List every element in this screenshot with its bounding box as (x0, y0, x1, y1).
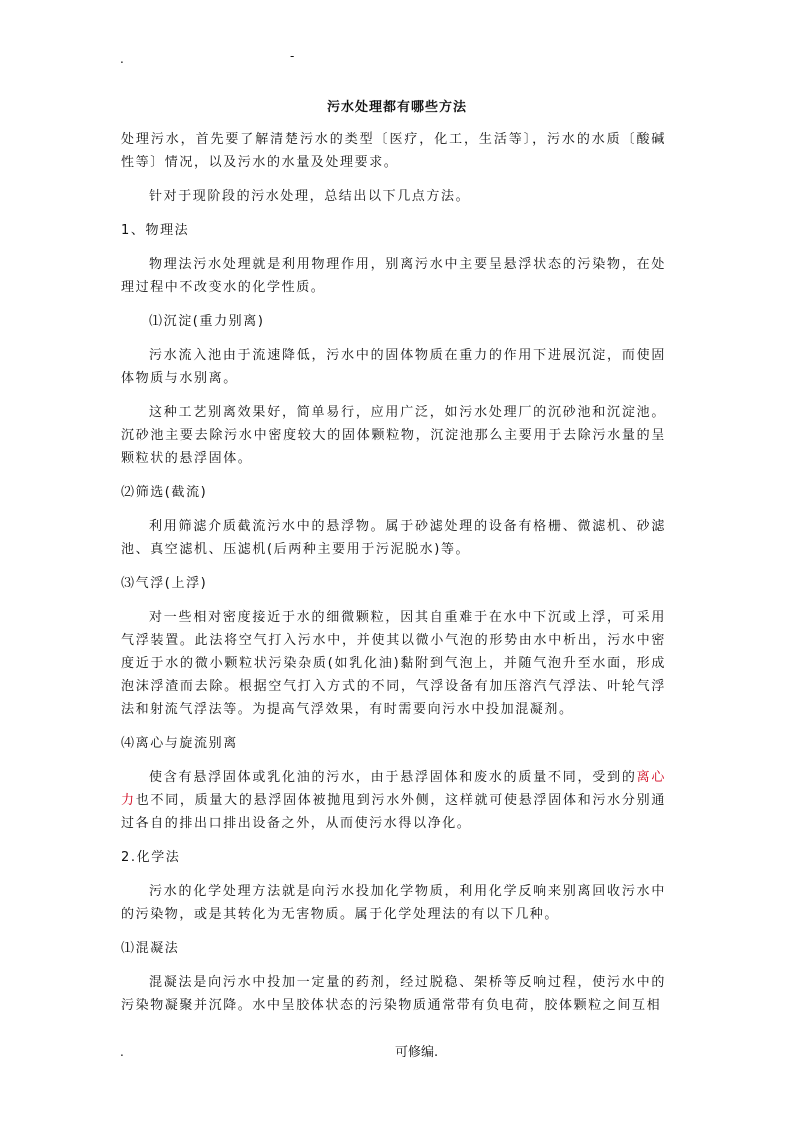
heading-physical-method: 1、物理法 (121, 223, 190, 238)
footer-text: 可修编. (395, 1045, 439, 1060)
heading-screening: ⑵筛选(截流) (121, 485, 208, 500)
heading-centrifugal: ⑷离心与旋流别离 (121, 736, 238, 751)
paragraph-flotation: 对一些相对密度接近于水的细微颗粒，因其自重难于在水中下沉或上浮，可采用气浮装置。此法将空气打入污水中，并使其以微小气泡的形势由水中析出，污水中密度近于水的微小颗粒状污染杂质(如乳化油)黏附到气泡上，并随气泡升至水面，形成泡沫浮渣而去除。根据空气打入方式的不同，气浮设备有加压溶汽气浮法、叶轮气浮法和射流气浮法等。为提高气浮效果，有时需要向污水中投加混凝剂。 (121, 610, 666, 717)
paragraph-physical-desc: 物理法污水处理就是利用物理作用，别离污水中主要呈悬浮状态的污染物，在处理过程中不改变水的化学性质。 (121, 257, 666, 295)
footer-dot: . (120, 1045, 124, 1059)
paragraph-chemical-desc: 污水的化学处理方法就是向污水投加化学物质，利用化学反响来别离回收污水中的污染物，或是其转化为无害物质。属于化学处理法的有以下几种。 (121, 884, 666, 922)
centrifugal-text-after: 也不同，质量大的悬浮固体被抛甩到污水外侧，这样就可使悬浮固体和污水分别通过各自的排出口排出设备之外，从而使污水得以净化。 (121, 793, 666, 831)
centrifugal-text-before: 使含有悬浮固体或乳化油的污水，由于悬浮固体和废水的质量不同，受到的 (149, 770, 637, 785)
header-dot: . (120, 52, 124, 66)
centrifugal-force-highlight: 离心力 (121, 770, 666, 808)
header-dash: - (290, 49, 295, 63)
paragraph-screening: 利用筛滤介质截流污水中的悬浮物。属于砂滤处理的设备有格栅、微滤机、砂滤池、真空滤机、压滤机(后两种主要用于污泥脱水)等。 (121, 519, 666, 557)
heading-flotation: ⑶气浮(上浮) (121, 576, 208, 591)
paragraph-centrifugal (121, 766, 666, 835)
paragraph-intro: 处理污水，首先要了解清楚污水的类型〔医疗，化工，生活等〕，污水的水质〔酸碱性等〕情况，以及污水的水量及处理要求。 (121, 132, 666, 170)
paragraph-coagulation: 混凝法是向污水中投加一定量的药剂，经过脱稳、架桥等反响过程，使污水中的污染物凝聚并沉降。水中呈胶体状态的污染物质通常带有负电荷，胶体颗粒之间互相 (121, 975, 666, 1013)
heading-chemical-method: 2.化学法 (121, 850, 181, 865)
document-body (121, 128, 666, 1028)
paragraph-sedimentation-effect: 这种工艺别离效果好，简单易行，应用广泛，如污水处理厂的沉砂池和沉淀池。沉砂池主要去除污水中密度较大的固体颗粒物，沉淀池那么主要用于去除污水量的呈颗粒状的悬浮固体。 (121, 405, 666, 466)
heading-coagulation: ⑴混凝法 (121, 941, 180, 956)
paragraph-summary: 针对于现阶段的污水处理，总结出以下几点方法。 (149, 189, 471, 204)
heading-sedimentation: ⑴沉淀(重力别离) (149, 314, 265, 329)
document-title: 污水处理都有哪些方法 (326, 100, 467, 115)
paragraph-sedimentation: 污水流入池由于流速降低，污水中的固体物质在重力的作用下进展沉淀，而使固体物质与水别离。 (121, 348, 666, 386)
